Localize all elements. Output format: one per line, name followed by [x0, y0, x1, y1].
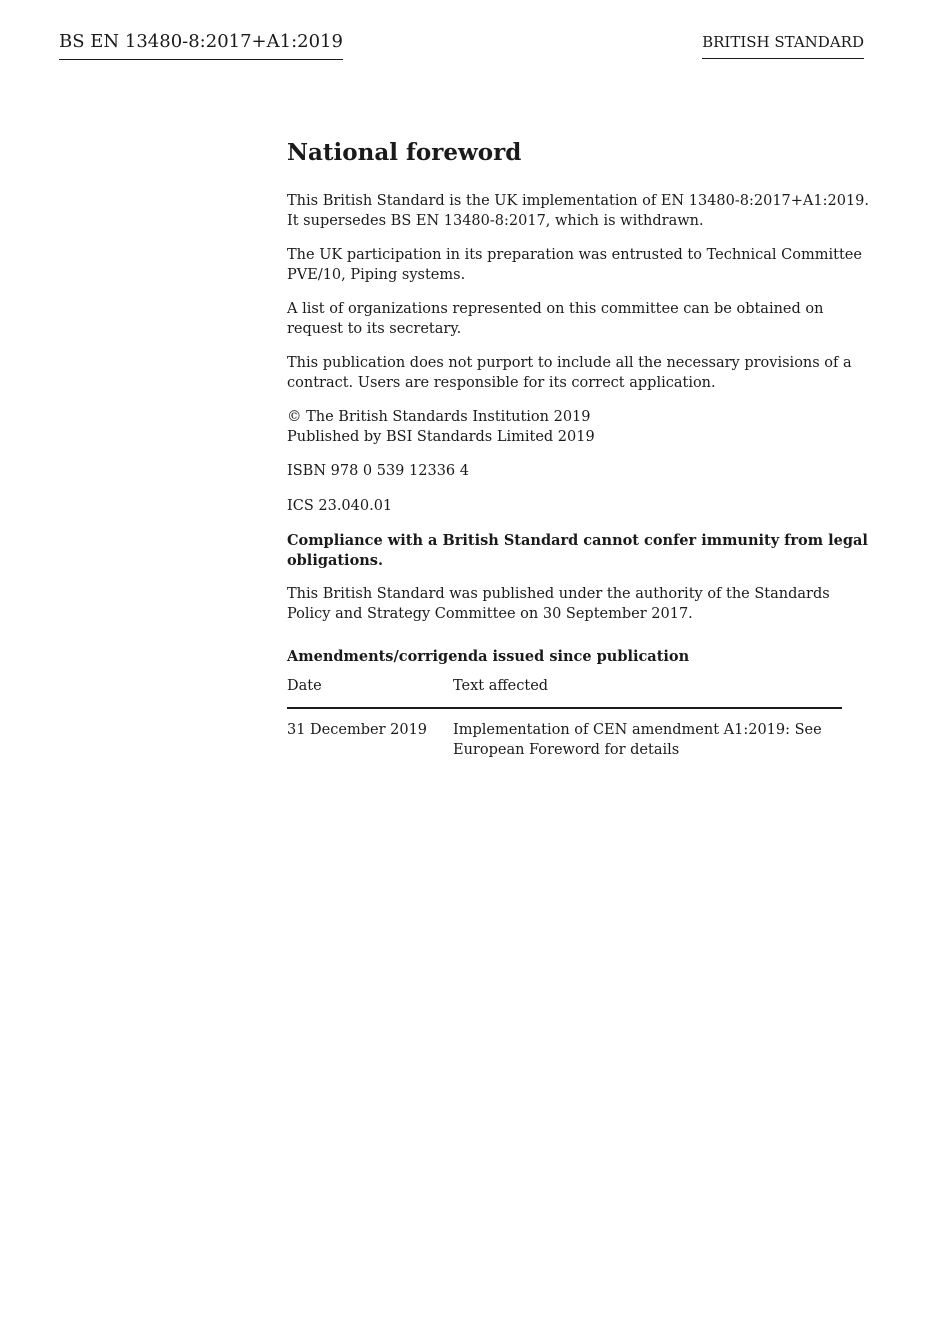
table-row	[287, 708, 842, 760]
header-category: BRITISH STANDARD	[702, 32, 864, 59]
text-line: Compliance with a British Standard cannot confer immunity from legal	[287, 532, 868, 549]
table-header-row	[287, 675, 842, 709]
column-header-date: Date	[287, 675, 453, 709]
text-line: ICS 23.040.01	[287, 497, 393, 514]
paragraph-committee	[287, 246, 877, 285]
text-line: request to its secretary.	[287, 320, 462, 337]
paragraph-authority	[287, 585, 877, 624]
amendment-text	[453, 708, 842, 760]
paragraph-organizations	[287, 300, 877, 339]
text-line: contract. Users are responsible for its correct application.	[287, 374, 716, 391]
column-header-text-affected: Text affected	[453, 675, 842, 709]
paragraph-copyright	[287, 408, 877, 447]
text-line: A list of organizations represented on this committee can be obtained on	[287, 301, 824, 317]
text-line: This British Standard is the UK implementation of EN 13480-8:2017+A1:2019.	[287, 193, 870, 209]
text-line: Policy and Strategy Committee on 30 September 2017.	[287, 605, 693, 622]
amendments-table	[287, 675, 842, 761]
paragraph-ics	[287, 497, 877, 517]
text-line: It supersedes BS EN 13480-8:2017, which is withdrawn.	[287, 212, 704, 229]
text-line: obligations.	[287, 551, 383, 569]
amendment-date: 31 December 2019	[287, 722, 428, 738]
text-line: This publication does not purport to include all the necessary provisions of a	[287, 355, 852, 371]
text-line: European Foreword for details	[453, 741, 680, 758]
header-standard-id: BS EN 13480-8:2017+A1:2019	[59, 31, 343, 60]
amendments-title: Amendments/corrigenda issued since publication	[287, 648, 690, 665]
text-line: Published by BSI Standards Limited 2019	[287, 428, 595, 445]
text-line: PVE/10, Piping systems.	[287, 266, 466, 283]
paragraph-isbn	[287, 462, 877, 482]
national-foreword-section	[287, 136, 877, 760]
text-line: Implementation of CEN amendment A1:2019: See	[453, 722, 822, 738]
text-line: This British Standard was published under the authority of the Standards	[287, 586, 830, 602]
text-line: The UK participation in its preparation was entrusted to Technical Committee	[287, 247, 862, 263]
text-line: ISBN 978 0 539 12336 4	[287, 463, 469, 479]
paragraph-provisions	[287, 354, 877, 393]
compliance-statement	[287, 531, 877, 570]
page-title: National foreword	[287, 139, 522, 166]
paragraph-implementation	[287, 192, 877, 231]
text-line: © The British Standards Institution 2019	[287, 409, 591, 425]
